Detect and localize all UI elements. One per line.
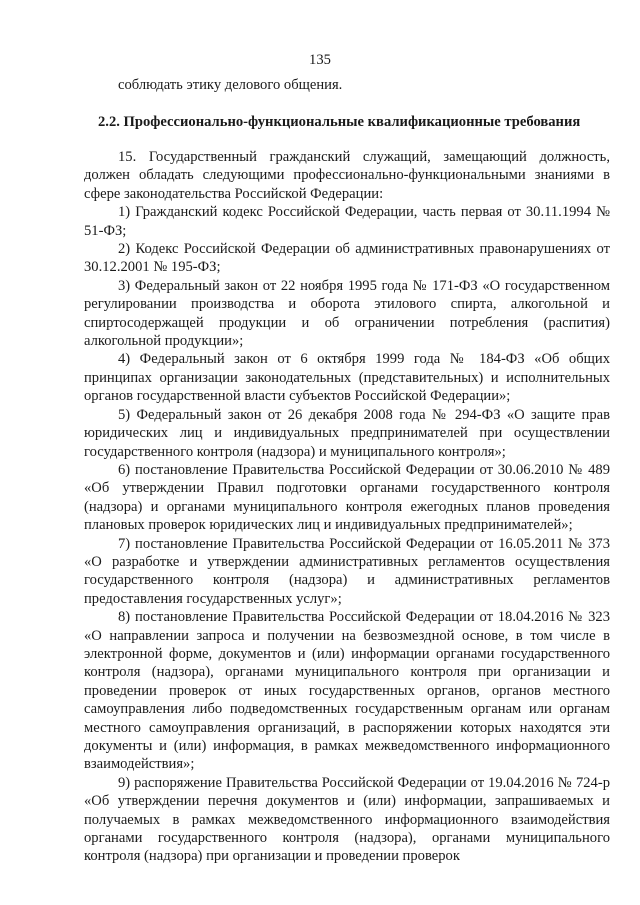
continuation-text: соблюдать этику делового общения. bbox=[118, 77, 343, 93]
list-item-7: 7) постановление Правительства Российской Федерации от 16.05.2011 № 373 «О разработке и утверждении административных регламентов осуществления государственного контроля (надзора) и административных регламентов предоставления государственных услуг»; bbox=[84, 535, 610, 607]
list-item-3: 3) Федеральный закон от 22 ноября 1995 года № 171-ФЗ «О государственном регулировании производства и оборота этилового спирта, алкогольной и спиртосодержащей продукции и об ограничении потребления (распития) алкогольной продукции»; bbox=[84, 277, 610, 350]
paragraph-intro: 15. Государственный гражданский служащий, замещающий должность, должен обладать следующими профессионально-функциональными знаниями в сфере законодательства Российской Федерации: bbox=[84, 149, 610, 202]
list-item-5: 5) Федеральный закон от 26 декабря 2008 года № 294-ФЗ «О защите прав юридических лиц и индивидуальных предпринимателей при осуществлении государственного контроля (надзора) и муниципального контроля»; bbox=[84, 406, 610, 460]
list-item-4: 4) Федеральный закон от 6 октября 1999 года № 184-ФЗ «Об общих принципах организации законодательных (представительных) и исполнительных органов государственной власти субъектов Российской Федерации»; bbox=[84, 351, 610, 405]
list-item-2: 2) Кодекс Российской Федерации об административных правонарушениях от 30.12.2001 № 195-ФЗ; bbox=[84, 241, 610, 276]
page-number: 135 bbox=[309, 52, 331, 68]
list-item-9: 9) распоряжение Правительства Российской Федерации от 19.04.2016 № 724-р «Об утверждении перечня документов и (или) информации, запрашиваемых и получаемых в рамках межведомственного информационного взаимодействия органами государственного контроля (надзора), органами муниципального контроля (надзора) при организации и проведении проверок bbox=[84, 774, 610, 865]
list-item-8: 8) постановление Правительства Российской Федерации от 18.04.2016 № 323 «О направлении запроса и получении на безвозмездной основе, в том числе в электронной форме, документов и (или) информации органами государственного контроля (надзора), органами муниципального контроля при организации и проведении проверок от иных государственных органов, органов местного самоуправления либо подведомственных государственным органам или органам местного самоуправления организаций, в распоряжении которых находятся эти документы и (или) информация, в рамках межведомственного информационного взаимодействия»; bbox=[84, 609, 610, 773]
list-item-6: 6) постановление Правительства Российской Федерации от 30.06.2010 № 489 «Об утверждении Правил подготовки органами государственного контроля (надзора) и органами муниципального контроля ежегодных планов проведения плановых проверок юридических лиц и индивидуальных предпринимателей»; bbox=[84, 461, 610, 534]
section-heading: 2.2. Профессионально-функциональные квалификационные требования bbox=[98, 114, 581, 130]
list-item-1: 1) Гражданский кодекс Российской Федерации, часть первая от 30.11.1994 № 51-ФЗ; bbox=[84, 204, 610, 239]
document-body bbox=[84, 148, 610, 866]
